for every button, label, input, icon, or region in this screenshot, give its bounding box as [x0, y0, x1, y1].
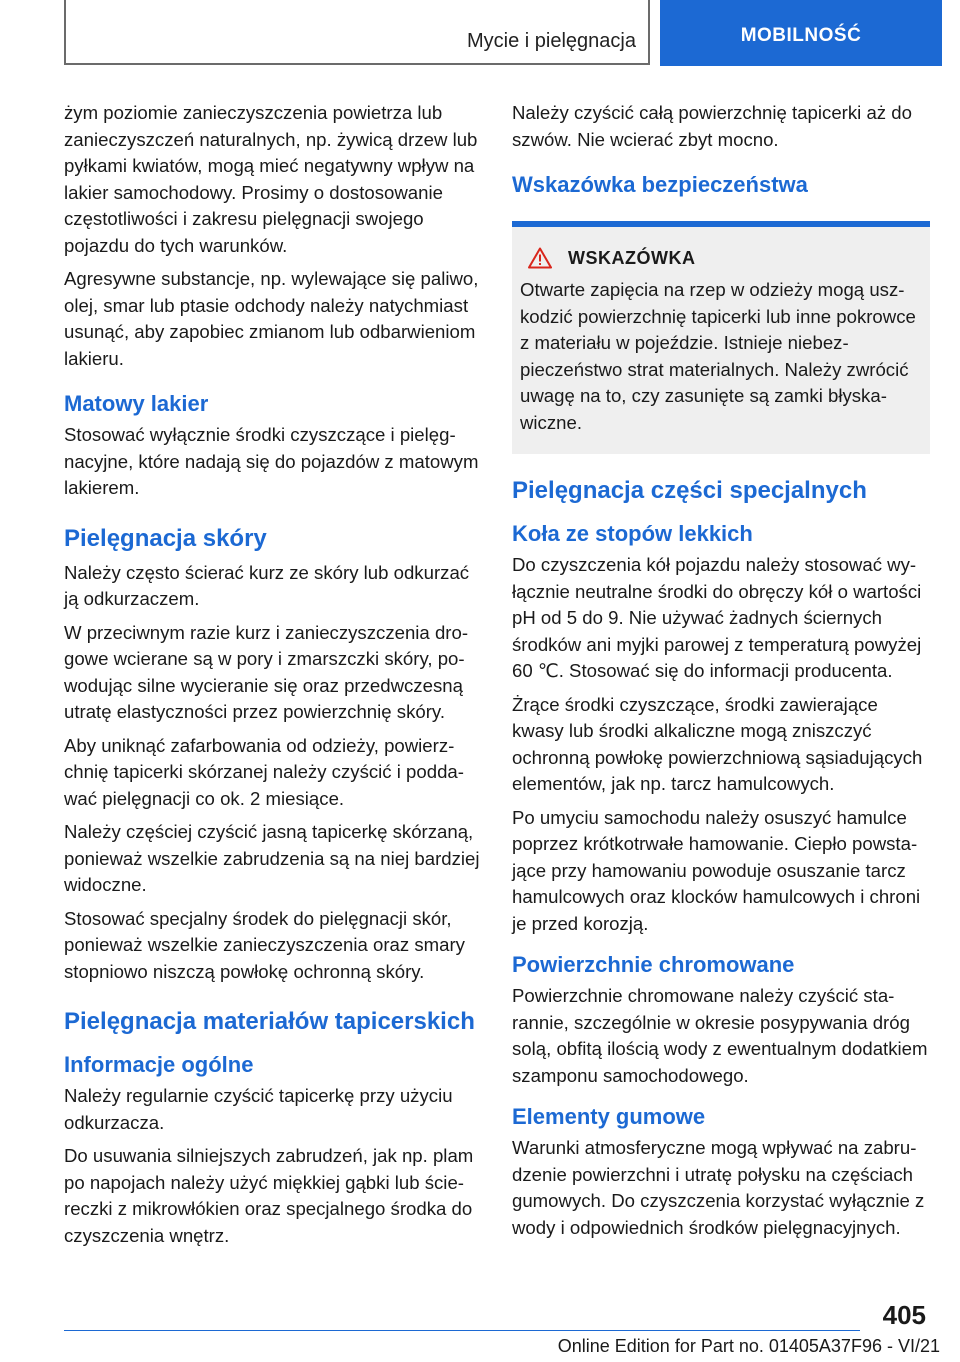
paragraph: Warunki atmosferyczne mogą wpływać na zabrudzenie powierzchni i utratę połysku na częściach gumowych. Do czyszczenia korzystać wyłącznie z wody i odpowiednich środków pielęgnacyjnych.	[512, 1137, 925, 1238]
left-column	[64, 100, 482, 1256]
page-number: 405	[882, 1300, 926, 1330]
warning-box	[512, 221, 930, 454]
paragraph: W przeciwnym razie kurz i zanieczyszczenia drogowe wcierane są w pory i zmarszczki skóry, powodując silne wycieranie się oraz przedwczesną utratę elastyczności przez powierzchnię skóry.	[64, 621, 469, 722]
paragraph: Należy regularnie czyścić tapicerkę przy użyciu odkurzacza.	[64, 1085, 453, 1133]
warning-triangle-icon	[528, 247, 552, 269]
paragraph: Stosować specjalny środek do pielęgnacji skór, ponieważ wszelkie zanieczyszczenia oraz smary stopniowo niszczą powłokę ochronną skóry.	[64, 907, 465, 982]
heading-pielegnacja-skory: Pielęgnacja skóry	[64, 524, 267, 552]
heading-elementy-gumowe: Elementy gumowe	[512, 1104, 706, 1129]
warning-text: Otwarte zapięcia na rzep w odzieży mogą uszkodzić powierzchnię tapicerki lub inne pokrowce z materiału w pojeździe. Istnieje niebezpieczeństwo strat materialnych. Należy zwrócić uwagę na to, czy zasunięte są zamki błyskawiczne.	[520, 279, 916, 433]
paragraph: Powierzchnie chromowane należy czyścić starannie, szczególnie w okresie posypywania dróg solą, obfitą ilością wody z ewentualnym dodatkiem szamponu samochodowego.	[512, 985, 928, 1086]
heading-informacje-ogolne: Informacje ogólne	[64, 1052, 254, 1077]
heading-kola-stopow: Koła ze stopów lekkich	[512, 521, 753, 546]
page-header	[0, 0, 960, 66]
paragraph: Po umyciu samochodu należy osuszyć hamulce poprzez krótkotrwałe hamowanie. Ciepło powstające przy hamowaniu powoduje osuszanie tarcz hamulcowych oraz klocków hamulcowych i chroni je przed korozją.	[512, 806, 921, 934]
chapter-tab: MOBILNOŚĆ	[660, 0, 942, 66]
paragraph: Agresywne substancje, np. wylewające się paliwo, olej, smar lub ptasie odchody należy natychmiast usunąć, aby zapobiec zmianom lub odbarwieniom lakieru.	[64, 268, 479, 369]
paragraph: Stosować wyłącznie środki czyszczące i pielęgnacyjne, które nadają się do pojazdów z matowym lakierem.	[64, 424, 479, 498]
section-title: Mycie i pielęgnacja	[467, 30, 636, 52]
paragraph: Należy czyścić całą powierzchnię tapicerki aż do szwów. Nie wcierać zbyt mocno.	[512, 102, 912, 150]
heading-wskazowka-bezpieczenstwa: Wskazówka bezpieczeństwa	[512, 172, 808, 197]
right-column	[512, 100, 930, 1248]
paragraph: Należy częściej czyścić jasną tapicerkę skórzaną, ponieważ wszelkie zabrudzenia są na niej bardziej widoczne.	[64, 821, 480, 895]
header-bottom-rule	[64, 63, 650, 65]
paragraph: żym poziomie zanieczyszczenia powietrza lub zanieczyszczeń naturalnych, np. żywicą drzew lub pyłkami kwiatów, mogą mieć negatywny wpływ na lakier samochodowy. Prosimy o dostosowanie częstotliwości i zakresu pielęgnacji swojego pojazdu do tych warunków.	[64, 102, 478, 256]
header-left-rule	[64, 0, 66, 64]
paragraph: Do usuwania silniejszych zabrudzeń, jak np. plam po napojach należy użyć miękkiej gąbki lub ściereczki z mikrowłókien oraz specjalnego środka do czyszczenia wnętrz.	[64, 1145, 474, 1246]
warning-title: WSKAZÓWKA	[568, 247, 696, 268]
heading-matowy-lakier: Matowy lakier	[64, 391, 209, 416]
paragraph: Należy często ścierać kurz ze skóry lub odkurzać ją odkurzaczem.	[64, 561, 470, 609]
heading-powierzchnie-chromowane: Powierzchnie chromowane	[512, 952, 795, 977]
paragraph: Żrące środki czyszczące, środki zawierające kwasy lub środki alkaliczne mogą zniszczyć ochronną powłokę powierzchniową sąsiadujących elementów, jak np. tarcz hamulcowych.	[512, 693, 923, 794]
footer-rule	[64, 1330, 860, 1331]
heading-czesci-specjalne: Pielęgnacja części specjalnych	[512, 477, 867, 504]
heading-pielegnacja-materialow: Pielęgnacja materiałów tapicerskich	[64, 1008, 475, 1035]
warning-header	[520, 247, 922, 269]
paragraph: Do czyszczenia kół pojazdu należy stosować wyłącznie neutralne środki do obręczy kół o wartości pH od 5 do 9. Nie używać żadnych ściernych środków ani myjki parowej z temperaturą powyżej 60 ℃. Stosować się do informacji producenta.	[512, 554, 922, 681]
paragraph: Aby uniknąć zafarbowania od odzieży, powierzchnię tapicerki skórzanej należy czyścić i poddawać pielęgnacji co ok. 2 miesiące.	[64, 734, 464, 809]
edition-info: Online Edition for Part no. 01405A37F96 - VI/21	[557, 1336, 940, 1356]
header-divider-rule	[648, 0, 650, 64]
